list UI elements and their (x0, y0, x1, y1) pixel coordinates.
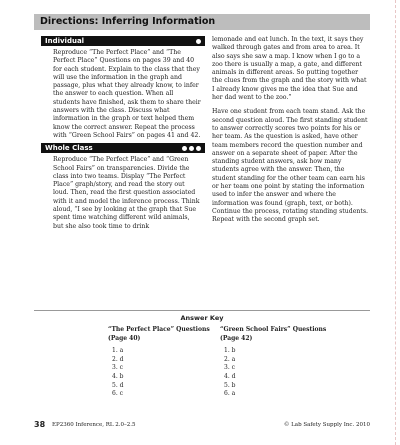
page-title: Directions: Inferring Information (40, 16, 216, 27)
right-column (212, 36, 368, 228)
answer-item: 1. b (224, 347, 236, 355)
answer-column-green-school-fairs (220, 326, 330, 399)
single-dot-icon (196, 39, 201, 44)
answer-column-heading: “The Perfect Place” Questions (Page 40) (108, 326, 210, 342)
page-number: 38 (34, 420, 46, 429)
answer-key (34, 310, 370, 409)
copyright: © Lab Safety Supply Inc. 2010 (283, 422, 370, 428)
left-column (45, 36, 201, 234)
section-header-whole-class (41, 143, 205, 153)
answer-item: 1. a (112, 347, 124, 355)
page-footer (34, 420, 370, 430)
answer-item: 2. d (112, 355, 124, 363)
answer-item: 6. a (224, 390, 236, 398)
answer-item: 4. d (224, 372, 236, 380)
whole-class-paragraph: Reproduce “The Perfect Place” and “Green School Fairs” on transparencies. Divide the class into two teams. Display “The Perfect Place” graph/story, and read the story out loud. Then, read the first question associated with it and model the inference process. Think aloud, “I see by looking at the graph that Sue spent time watching different wild animals, but she also took time to drink (53, 156, 200, 230)
answer-item: 3. c (224, 364, 235, 372)
section-label: Individual (45, 37, 85, 45)
section-label: Whole Class (45, 144, 93, 153)
answer-item: 5. d (112, 381, 124, 389)
continued-paragraph: lemonade and eat lunch. In the text, it says they walked through gates and from area to area. It also says she saw a map. I know when I go to a zoo there is usually a map, a gate, and different animals in different areas. So putting together the clues from the graph and the story with what I already know gives me the idea that Sue and her dad went to the zoo.” (212, 36, 367, 102)
answer-item: 4. b (112, 372, 124, 380)
answer-item: 5. b (224, 381, 236, 389)
page-edge (394, 0, 396, 445)
three-dots-icon (182, 146, 201, 151)
answer-item: 3. c (112, 364, 123, 372)
section-header-individual (41, 36, 205, 46)
answer-column-perfect-place (108, 326, 218, 399)
team-game-paragraph: Have one student from each team stand. Ask the second question aloud. The first standing student to answer correctly scores two points for his or her team. As the question is asked, have other team members record the question number and answer on a separate sheet of paper. After the standing student answers, ask how many students agree with the answer. Then, the student standing for the other team can earn his or her team one point by stating the information used to infer the answer and where the information was found (graph, text, or both). Continue the process, rotating standing students. Repeat with the second graph set. (212, 108, 368, 224)
answer-item: 2. a (224, 355, 236, 363)
individual-paragraph: Reproduce “The Perfect Place” and “The Perfect Place” Questions on pages 39 and 40 for each student. Explain to the class that they will use the information in the graph and passage, plus what they already know, to infer the answer to each question. When all students have finished, ask them to share their answers with the class. Discuss what information in the graph or text helped them know the correct answer. Repeat the process with “Green School Fairs” on pages 41 and 42. (53, 49, 201, 139)
answer-column-heading: “Green School Fairs” Questions (Page 42) (220, 326, 327, 342)
answer-item: 6. c (112, 390, 123, 398)
title-bar (34, 14, 370, 30)
product-code: EP2360 Inference, RL 2.0–2.5 (52, 422, 136, 428)
answer-key-title: Answer Key (180, 314, 224, 322)
